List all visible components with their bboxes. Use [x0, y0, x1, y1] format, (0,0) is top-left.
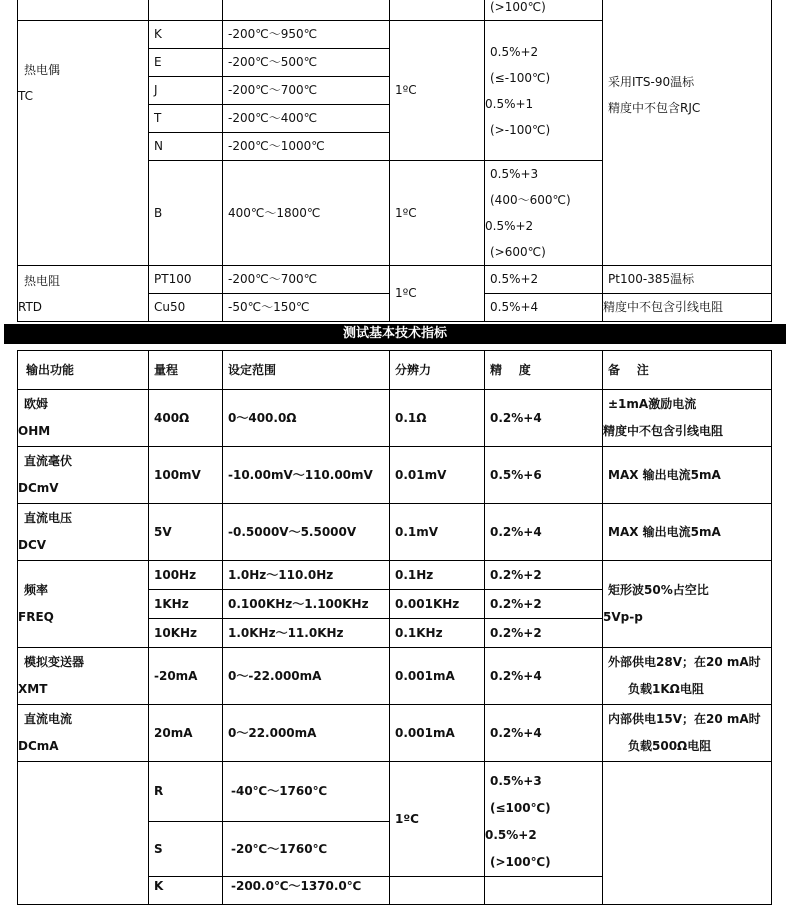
range-cell: 100Hz [149, 561, 223, 590]
range-cell: -20mA [149, 648, 223, 705]
range-cell: 10KHz [149, 619, 223, 648]
input-spec-table [17, 0, 772, 322]
range-cell: 5V [149, 504, 223, 561]
tc-function-cell: 热电偶 TC [18, 21, 149, 266]
precision-cell: 0.2%+2 [485, 590, 603, 619]
resolution-cell: 1ºC [390, 762, 485, 877]
type-cell: E [149, 49, 223, 77]
note-cell [603, 762, 772, 905]
setting-cell: 0～22.000mA [223, 705, 390, 762]
note-cell: 矩形波50%占空比 5Vp-p [603, 561, 772, 648]
table-row-freq [18, 561, 772, 590]
table-row-dcv [18, 504, 772, 561]
range-cell: -200℃～500℃ [223, 49, 390, 77]
resolution-cell: 0.001KHz [390, 590, 485, 619]
table-row [18, 266, 772, 294]
range-cell: 20mA [149, 705, 223, 762]
note-cell: 内部供电15V；在20 mA时 负载500Ω电阻 [603, 705, 772, 762]
precision-cell: 0.2%+2 [485, 619, 603, 648]
table-row-ohm [18, 390, 772, 447]
precision-cell: 0.2%+4 [485, 705, 603, 762]
setting-cell: 0～-22.000mA [223, 648, 390, 705]
type-cell: R [149, 762, 223, 822]
resolution-cell [390, 0, 485, 21]
precision-cell: 0.5%+2 (≤-100℃) 0.5%+1 (>-100℃) [485, 21, 603, 161]
range-cell [223, 0, 390, 21]
precision-cell: 0.2%+2 [485, 561, 603, 590]
resolution-cell: 0.001mA [390, 705, 485, 762]
resolution-cell: 0.01mV [390, 447, 485, 504]
table-row-dcma [18, 705, 772, 762]
resolution-cell [390, 877, 485, 905]
precision-cell: 0.2%+4 [485, 648, 603, 705]
note-cell: 采用ITS-90温标 精度中不包含RJC [603, 0, 772, 266]
precision-cell: 0.5%+3 (400～600℃) 0.5%+2 (>600℃) [485, 161, 603, 266]
column-header: 精 度 [485, 351, 603, 390]
precision-cell: 0.2%+4 [485, 390, 603, 447]
note-cell: Pt100-385温标 [603, 266, 772, 294]
resolution-cell: 0.1Hz [390, 561, 485, 590]
setting-cell: -10.00mV～110.00mV [223, 447, 390, 504]
resolution-cell: 1ºC [390, 21, 485, 161]
setting-cell: -40℃～1760℃ [223, 762, 390, 822]
function-cell: 直流电压 DCV [18, 504, 149, 561]
table-row-xmt [18, 648, 772, 705]
setting-cell: 0.100KHz～1.100KHz [223, 590, 390, 619]
note-cell: MAX 输出电流5mA [603, 504, 772, 561]
range-cell: 1KHz [149, 590, 223, 619]
range-cell: -200℃～1000℃ [223, 133, 390, 161]
column-header: 分辨力 [390, 351, 485, 390]
function-cell [18, 0, 149, 21]
precision-cell: 0.5%+4 [485, 294, 603, 322]
type-cell: Cu50 [149, 294, 223, 322]
range-cell: 400Ω [149, 390, 223, 447]
column-header: 设定范围 [223, 351, 390, 390]
setting-cell: -200.0℃～1370.0℃ [223, 877, 390, 905]
setting-cell: -0.5000V～5.5000V [223, 504, 390, 561]
precision-cell: (>100℃) [485, 0, 603, 21]
column-header: 备 注 [603, 351, 772, 390]
type-cell: N [149, 133, 223, 161]
table-header-row [18, 351, 772, 390]
table-row [18, 0, 772, 21]
note-cell: 外部供电28V；在20 mA时 负载1KΩ电阻 [603, 648, 772, 705]
resolution-cell: 0.001mA [390, 648, 485, 705]
precision-cell: 0.5%+6 [485, 447, 603, 504]
table-row-dcmv [18, 447, 772, 504]
resolution-cell: 0.1mV [390, 504, 485, 561]
type-cell: B [149, 161, 223, 266]
type-cell: J [149, 77, 223, 105]
type-cell: PT100 [149, 266, 223, 294]
range-cell: 100mV [149, 447, 223, 504]
precision-cell: 0.2%+4 [485, 504, 603, 561]
section-title-banner: 测试基本技术指标 [4, 324, 786, 344]
setting-cell: 1.0Hz～110.0Hz [223, 561, 390, 590]
setting-cell: -20℃～1760℃ [223, 822, 390, 877]
column-header: 量程 [149, 351, 223, 390]
resolution-cell: 0.1KHz [390, 619, 485, 648]
range-cell: -50℃～150℃ [223, 294, 390, 322]
precision-cell: 0.5%+2 [485, 266, 603, 294]
function-cell: 直流电流 DCmA [18, 705, 149, 762]
type-cell: S [149, 822, 223, 877]
type-cell: T [149, 105, 223, 133]
column-header: 输出功能 [18, 351, 149, 390]
function-cell: 直流毫伏 DCmV [18, 447, 149, 504]
range-cell: -200℃～400℃ [223, 105, 390, 133]
setting-cell: 1.0KHz～11.0KHz [223, 619, 390, 648]
range-cell: -200℃～950℃ [223, 21, 390, 49]
setting-cell: 0～400.0Ω [223, 390, 390, 447]
function-cell: 模拟变送器 XMT [18, 648, 149, 705]
resolution-cell: 0.1Ω [390, 390, 485, 447]
type-cell: K [149, 877, 223, 905]
precision-cell: 0.5%+3 (≤100℃) 0.5%+2 (>100℃) [485, 762, 603, 877]
type-cell [149, 0, 223, 21]
rtd-function-cell: 热电阻 RTD [18, 266, 149, 322]
function-cell [18, 762, 149, 905]
range-cell: -200℃～700℃ [223, 266, 390, 294]
note-cell: 精度中不包含引线电阻 [603, 294, 772, 322]
type-cell: K [149, 21, 223, 49]
table-row-tc [18, 762, 772, 822]
resolution-cell: 1ºC [390, 266, 485, 322]
note-cell: ±1mA激励电流 精度中不包含引线电阻 [603, 390, 772, 447]
range-cell: -200℃～700℃ [223, 77, 390, 105]
function-cell: 频率 FREQ [18, 561, 149, 648]
resolution-cell: 1ºC [390, 161, 485, 266]
output-spec-table [17, 350, 772, 905]
function-cell: 欧姆 OHM [18, 390, 149, 447]
precision-cell [485, 877, 603, 905]
range-cell: 400℃～1800℃ [223, 161, 390, 266]
note-cell: MAX 输出电流5mA [603, 447, 772, 504]
